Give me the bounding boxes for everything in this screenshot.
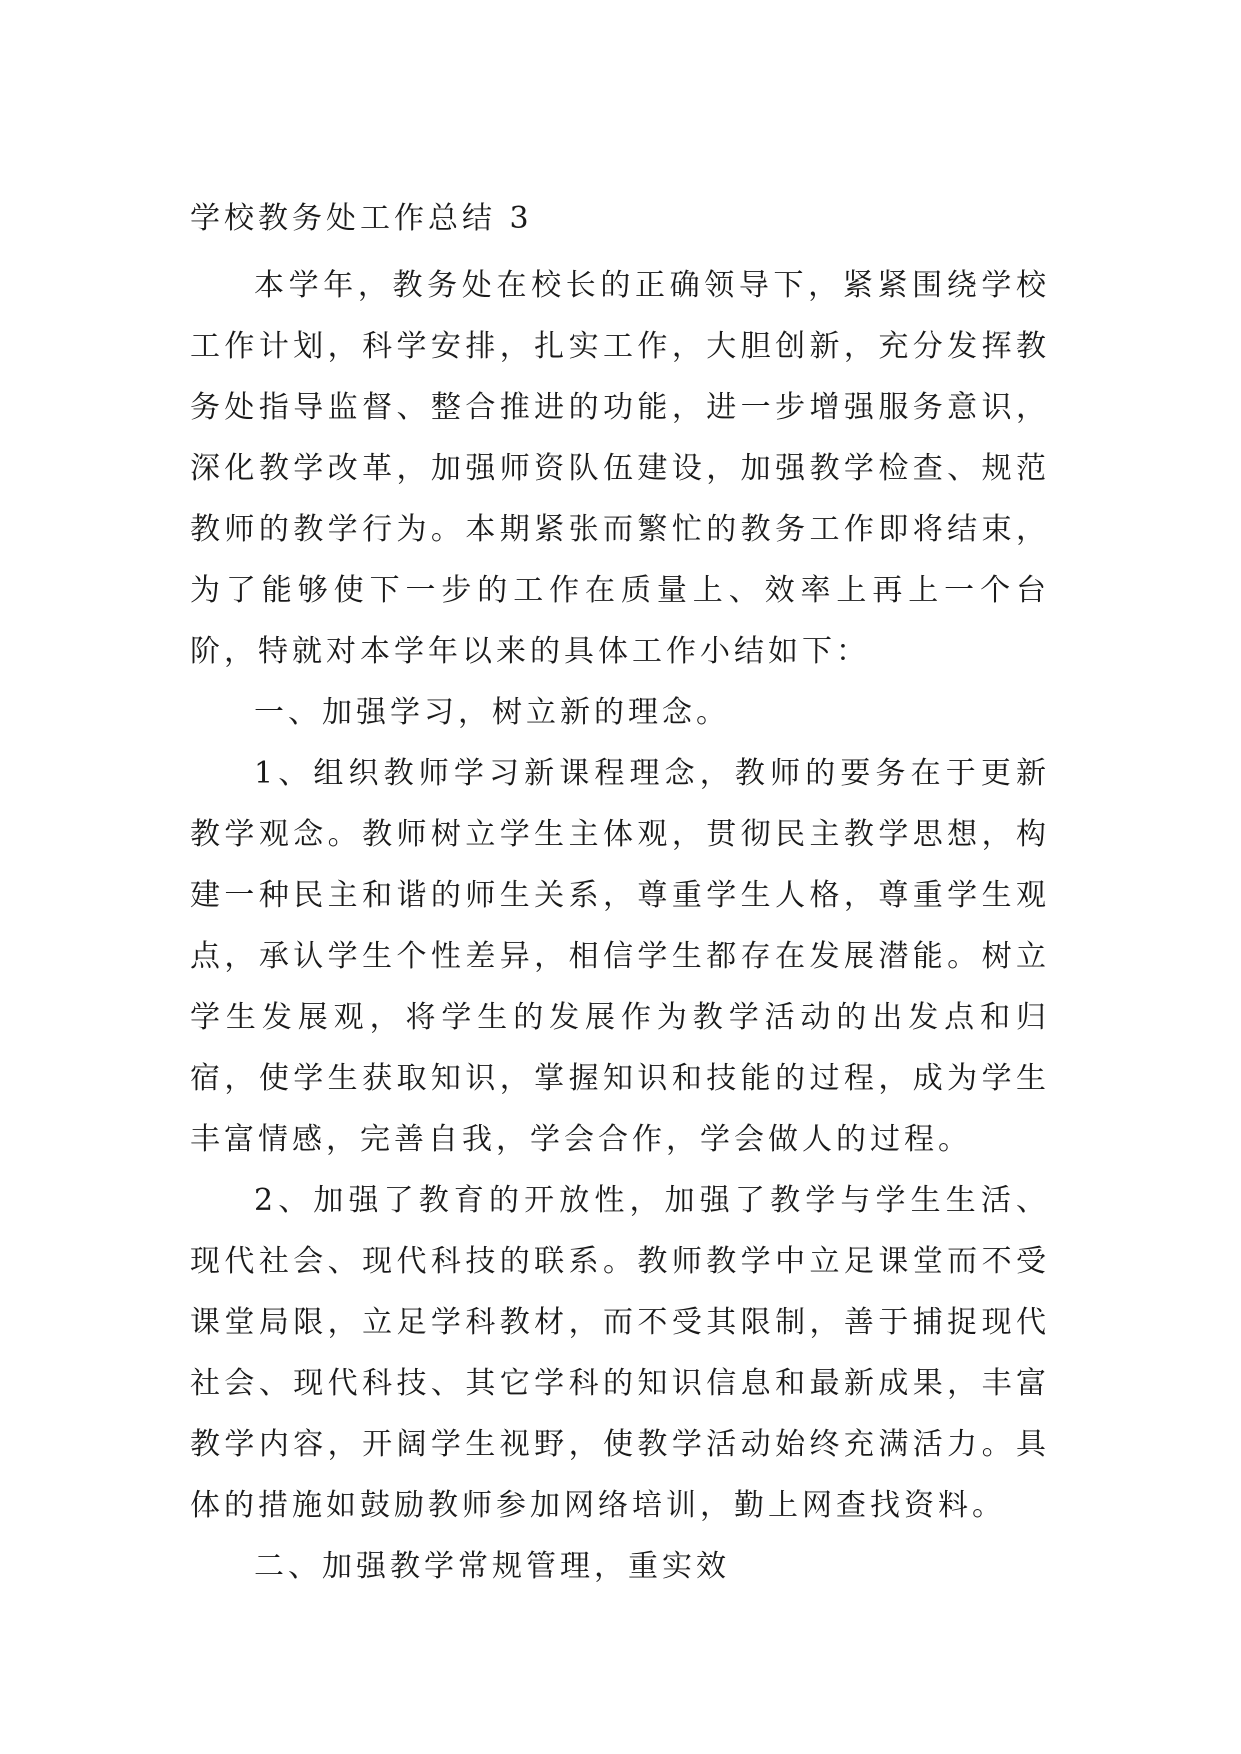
document-body xyxy=(190,188,1050,1597)
section-heading-1: 一、加强学习，树立新的理念。 xyxy=(254,695,730,730)
intro-paragraph: 本学年，教务处在校长的正确领导下，紧紧围绕学校工作计划，科学安排，扎实工作，大胆创新，充分发挥教务处指导监督、整合推进的功能，进一步增强服务意识，深化教学改革，加强师资队伍建设，加强教学检查、规范教师的教学行为。本期紧张而繁忙的教务工作即将结束，为了能够使下一步的工作在质量上、效率上再上一个台阶，特就对本学年以来的具体工作小结如下： xyxy=(190,268,1050,669)
item-paragraph-2: 2、加强了教育的开放性，加强了教学与学生生活、现代社会、现代科技的联系。教师教学中立足课堂而不受课堂局限，立足学科教材，而不受其限制，善于捕捉现代社会、现代科技、其它学科的知识信息和最新成果，丰富教学内容，开阔学生视野，使教学活动始终充满活力。具体的措施如鼓励教师参加网络培训，勤上网查找资料。 xyxy=(190,1183,1050,1523)
section-heading-2: 二、加强教学常规管理，重实效 xyxy=(254,1549,730,1584)
document-title: 学校教务处工作总结 3 xyxy=(190,201,533,236)
item-paragraph-1: 1、组织教师学习新课程理念，教师的要务在于更新教学观念。教师树立学生主体观，贯彻民主教学思想，构建一种民主和谐的师生关系，尊重学生人格，尊重学生观点，承认学生个性差异，相信学生都存在发展潜能。树立学生发展观，将学生的发展作为教学活动的出发点和归宿，使学生获取知识，掌握知识和技能的过程，成为学生丰富情感，完善自我，学会合作，学会做人的过程。 xyxy=(190,756,1050,1157)
